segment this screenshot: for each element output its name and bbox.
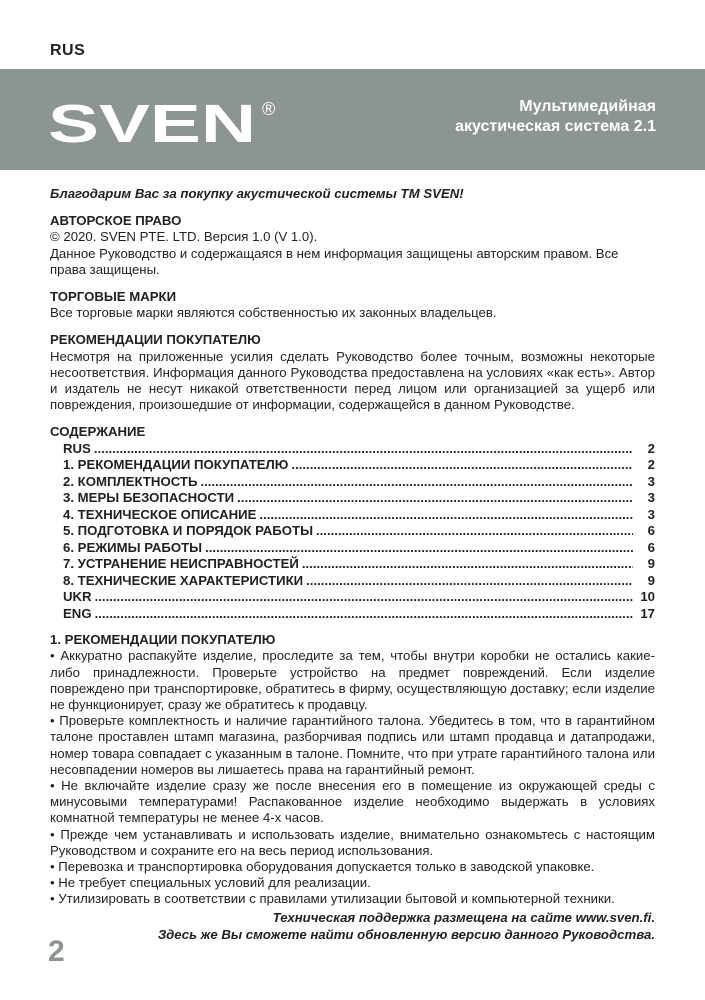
- copyright-section: [50, 213, 655, 278]
- bullet-item: • Аккуратно распакуйте изделие, проследите за тем, чтобы внутри коробки не остались какие-либо принадлежности. Проверьте устройство на предмет повреждений. Если изделие повреждено при транспортировке, обратитесь в фирму, осуществляющую доставку; если изделие не функционирует, сразу же обратитесь к продавцу.: [50, 648, 655, 712]
- toc-item-page: 2: [647, 457, 655, 473]
- toc-leader: [95, 589, 633, 605]
- toc-item[interactable]: [63, 457, 655, 474]
- support-note: [95, 909, 655, 943]
- recommendations-section: [50, 332, 655, 413]
- header-banner: [0, 69, 705, 170]
- bullet-item: • Не требует специальных условий для реализации.: [50, 875, 371, 891]
- copyright-text: Данное Руководство и содержащаяся в нем информация защищены авторским правом. Все права защищены.: [50, 245, 619, 277]
- toc-item-title: UKR: [63, 589, 92, 605]
- toc-leader: [200, 474, 633, 490]
- toc-item-page: 9: [647, 572, 655, 588]
- toc-item[interactable]: [63, 589, 655, 606]
- toc-item-title: 5. ПОДГОТОВКА И ПОРЯДОК РАБОТЫ: [63, 523, 313, 539]
- toc-item-title: 6. РЕЖИМЫ РАБОТЫ: [63, 539, 203, 555]
- toc-leader: [95, 606, 633, 622]
- toc-item-page: 3: [647, 490, 655, 506]
- toc-item-page: 17: [640, 605, 655, 621]
- recommendations-text: Несмотря на приложенные усилия сделать Руководство более точным, возможны некоторые несоответствия. Информация данного Руководства предоставлена на условиях «как есть». Автор и издатель не несут никакой ответственности перед лицом или организацией за ущерб или повреждения, произошедшие от информации, содержащейся в данном Руководстве.: [50, 348, 655, 413]
- support-line2: Здесь же Вы сможете найти обновленную версию данного Руководства.: [157, 927, 655, 942]
- trademarks-heading: ТОРГОВЫЕ МАРКИ: [50, 289, 177, 305]
- toc-item-page: 6: [647, 523, 655, 539]
- buyer-recommendations-section: [50, 632, 655, 907]
- toc-leader: [237, 490, 633, 506]
- toc-item-title: RUS: [63, 440, 91, 456]
- toc-item[interactable]: [63, 490, 655, 507]
- logo-wordmark: SVEN: [48, 99, 256, 147]
- toc-item[interactable]: [63, 523, 655, 540]
- toc-item-title: 8. ТЕХНИЧЕСКИЕ ХАРАКТЕРИСТИКИ: [63, 572, 304, 588]
- toc-leader: [316, 523, 633, 539]
- toc-leader: [94, 441, 633, 457]
- toc-leader: [259, 507, 633, 523]
- toc-item-title: ENG: [63, 605, 92, 621]
- bullet-item: • Проверьте комплектность и наличие гарантийного талона. Убедитесь в том, что в гарантийном талоне проставлен штамп магазина, разборчивая подпись или штамп продавца и датапродажи, номер товара совпадает с указанным в талоне. Помните, что при утрате гарантийного талона или несовпадении номеров вы лишаетесь права на гарантийный ремонт.: [50, 713, 655, 777]
- recommendations-heading: РЕКОМЕНДАЦИИ ПОКУПАТЕЛЮ: [50, 332, 261, 348]
- toc-item-title: 7. УСТРАНЕНИЕ НЕИСПРАВНОСТЕЙ: [63, 556, 299, 572]
- toc-item[interactable]: [63, 573, 655, 590]
- trademarks-section: [50, 289, 655, 321]
- toc-item-title: 2. КОМПЛЕКТНОСТЬ: [63, 473, 198, 489]
- page-number: 2: [48, 935, 65, 968]
- toc-item-page: 9: [647, 556, 655, 572]
- section1-heading: 1. РЕКОМЕНДАЦИИ ПОКУПАТЕЛЮ: [50, 632, 276, 648]
- bullet-item: • Утилизировать в соответствии с правилами утилизации бытовой и компьютерной техники.: [50, 891, 615, 907]
- toc-item[interactable]: [63, 606, 655, 623]
- toc-item-title: 3. МЕРЫ БЕЗОПАСНОСТИ: [63, 490, 235, 506]
- toc-item[interactable]: [63, 474, 655, 491]
- toc-item-page: 6: [647, 539, 655, 555]
- bullet-item: • Перевозка и транспортировка оборудования допускается только в заводской упаковке.: [50, 858, 595, 874]
- product-title-line1: Мультимедийная: [519, 98, 656, 115]
- toc-item-page: 3: [647, 473, 655, 489]
- page-content: [50, 186, 655, 919]
- product-title: [336, 97, 656, 137]
- toc-item-page: 10: [640, 589, 655, 605]
- toc-leader: [306, 573, 633, 589]
- copyright-heading: АВТОРСКОЕ ПРАВО: [50, 213, 182, 229]
- product-title-line2: акустическая система 2.1: [455, 118, 656, 135]
- toc-item-page: 3: [647, 506, 655, 522]
- toc-heading: СОДЕРЖАНИЕ: [50, 424, 146, 440]
- toc-item-page: 2: [647, 440, 655, 456]
- copyright-line: © 2020. SVEN PTE. LTD. Версия 1.0 (V 1.0).: [50, 229, 318, 245]
- toc-leader: [205, 540, 633, 556]
- toc-item-title: 4. ТЕХНИЧЕСКОЕ ОПИСАНИЕ: [63, 506, 257, 522]
- toc-item[interactable]: [63, 556, 655, 573]
- toc-item[interactable]: [63, 507, 655, 524]
- table-of-contents: [50, 424, 655, 622]
- thanks-note: Благодарим Вас за покупку акустической системы ТМ SVEN!: [50, 186, 464, 201]
- toc-item-title: 1. РЕКОМЕНДАЦИИ ПОКУПАТЕЛЮ: [63, 457, 289, 473]
- registered-mark: ®: [262, 99, 276, 119]
- language-label: RUS: [50, 42, 86, 59]
- support-line1: Техническая поддержка размещена на сайте www.sven.fi.: [272, 910, 655, 925]
- toc-leader: [291, 457, 633, 473]
- sven-logo: [48, 99, 288, 147]
- toc-leader: [302, 556, 633, 572]
- toc-item[interactable]: [63, 540, 655, 557]
- bullet-item: • Прежде чем устанавливать и использовать изделие, внимательно ознакомьтесь с настоящим Руководством и сохраните его на весь период использования.: [50, 826, 655, 858]
- trademarks-text: Все торговые марки являются собственностью их законных владельцев.: [50, 305, 497, 321]
- bullet-item: • Не включайте изделие сразу же после внесения его в помещение из окружающей среды с минусовыми температурами! Распакованное изделие необходимо выдержать в условиях комнатной температуры не менее 4-х часов.: [50, 777, 655, 826]
- toc-item[interactable]: [63, 441, 655, 458]
